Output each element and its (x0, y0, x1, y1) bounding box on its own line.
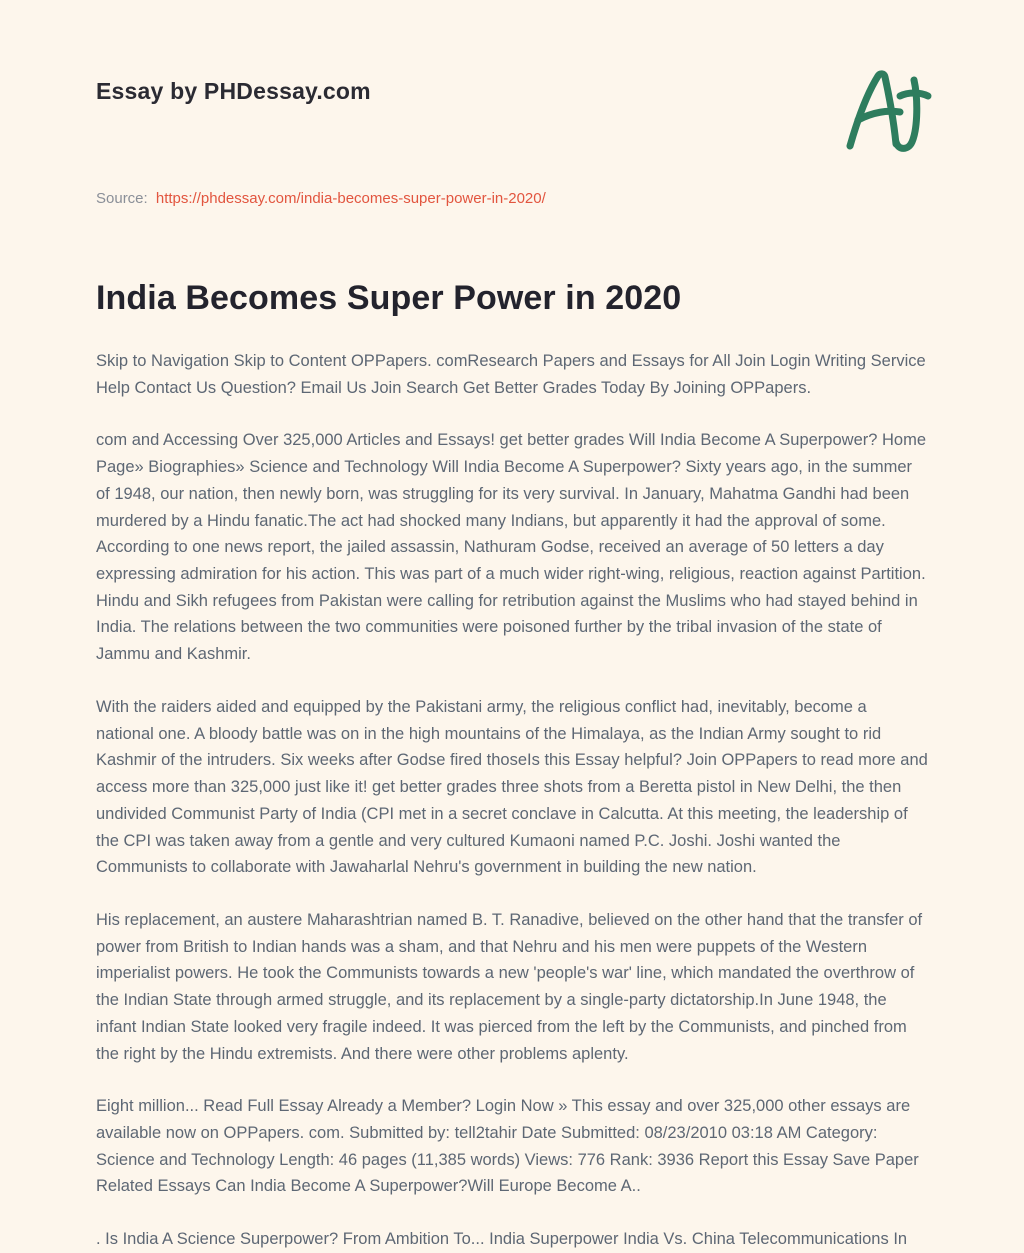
page-header (96, 62, 928, 168)
essay-paragraph: His replacement, an austere Maharashtrian named B. T. Ranadive, believed on the other hand that the transfer of power from British to Indian hands was a sham, and that Nehru and his men were puppets of the Western imperialist powers. He took the Communists towards a new 'people's war' line, which mandated the overthrow of the Indian State through armed struggle, and its replacement by a single-party dictatorship.In June 1948, the infant Indian State looked very fragile indeed. It was pierced from the left by the Communists, and pinched from the right by the Hindu extremists. And there were other problems aplenty. (96, 910, 923, 1063)
essay-paragraph: . Is India A Science Superpower? From Ambition To... India Superpower India Vs. China Telecommunications In (96, 1230, 908, 1249)
essay-paragraph: Eight million... Read Full Essay Already a Member? Login Now » This essay and over 325,000 other essays are available now on OPPapers. com. Submitted by: tell2tahir Date Submitted: 08/23/2010 03:18 AM Category: Science and Technology Length: 46 pages (11,385 words) Views: 776 Rank: 3936 Report this Essay Save Paper Related Essays Can India Become A Superpower?Will Europe Become A.. (96, 1097, 919, 1196)
essay-paragraph: Skip to Navigation Skip to Content OPPapers. comResearch Papers and Essays for All Join Login Writing Service Help Contact Us Question? Email Us Join Search Get Better Grades Today By Joining OPPapers. (96, 352, 926, 397)
phdessay-logo-icon (828, 58, 938, 168)
essay-body (96, 348, 928, 1253)
essay-title: India Becomes Super Power in 2020 (96, 279, 682, 317)
brand-title: Essay by PHDessay.com (96, 78, 371, 104)
source-url-link[interactable]: https://phdessay.com/india-becomes-super-power-in-2020/ (155, 190, 546, 207)
essay-paragraph: com and Accessing Over 325,000 Articles and Essays! get better grades Will India Become A Superpower? Home Page» Biographies» Science and Technology Will India Become A Superpower? Sixty years ago, in the summer of 1948, our nation, then newly born, was struggling for its very survival. In January, Mahatma Gandhi had been murdered by a Hindu fanatic.The act had shocked many Indians, but apparently it had the approval of some. According to one news report, the jailed assassin, Nathuram Godse, received an average of 50 letters a day expressing admiration for his action. This was part of a much wider right-wing, religious, reaction against Partition. Hindu and Sikh refugees from Pakistan were calling for retribution against the Muslims who had stayed behind in India. The relations between the two communities were poisoned further by the tribal invasion of the state of Jammu and Kashmir. (96, 431, 927, 664)
source-label: Source: (96, 190, 148, 207)
source-line (96, 190, 928, 207)
essay-paragraph: With the raiders aided and equipped by the Pakistani army, the religious conflict had, inevitably, become a national one. A bloody battle was on in the high mountains of the Himalaya, as the Indian Army sought to rid Kashmir of the intruders. Six weeks after Godse fired thoseIs this Essay helpful? Join OPPapers to read more and access more than 325,000 just like it! get better grades three shots from a Beretta pistol in New Delhi, the then undivided Communist Party of India (CPI met in a secret conclave in Calcutta. At this meeting, the leadership of the CPI was taken away from a gentle and very cultured Kumaoni named P.C. Joshi. Joshi wanted the Communists to collaborate with Jawaharlal Nehru's government in building the new nation. (96, 697, 928, 877)
